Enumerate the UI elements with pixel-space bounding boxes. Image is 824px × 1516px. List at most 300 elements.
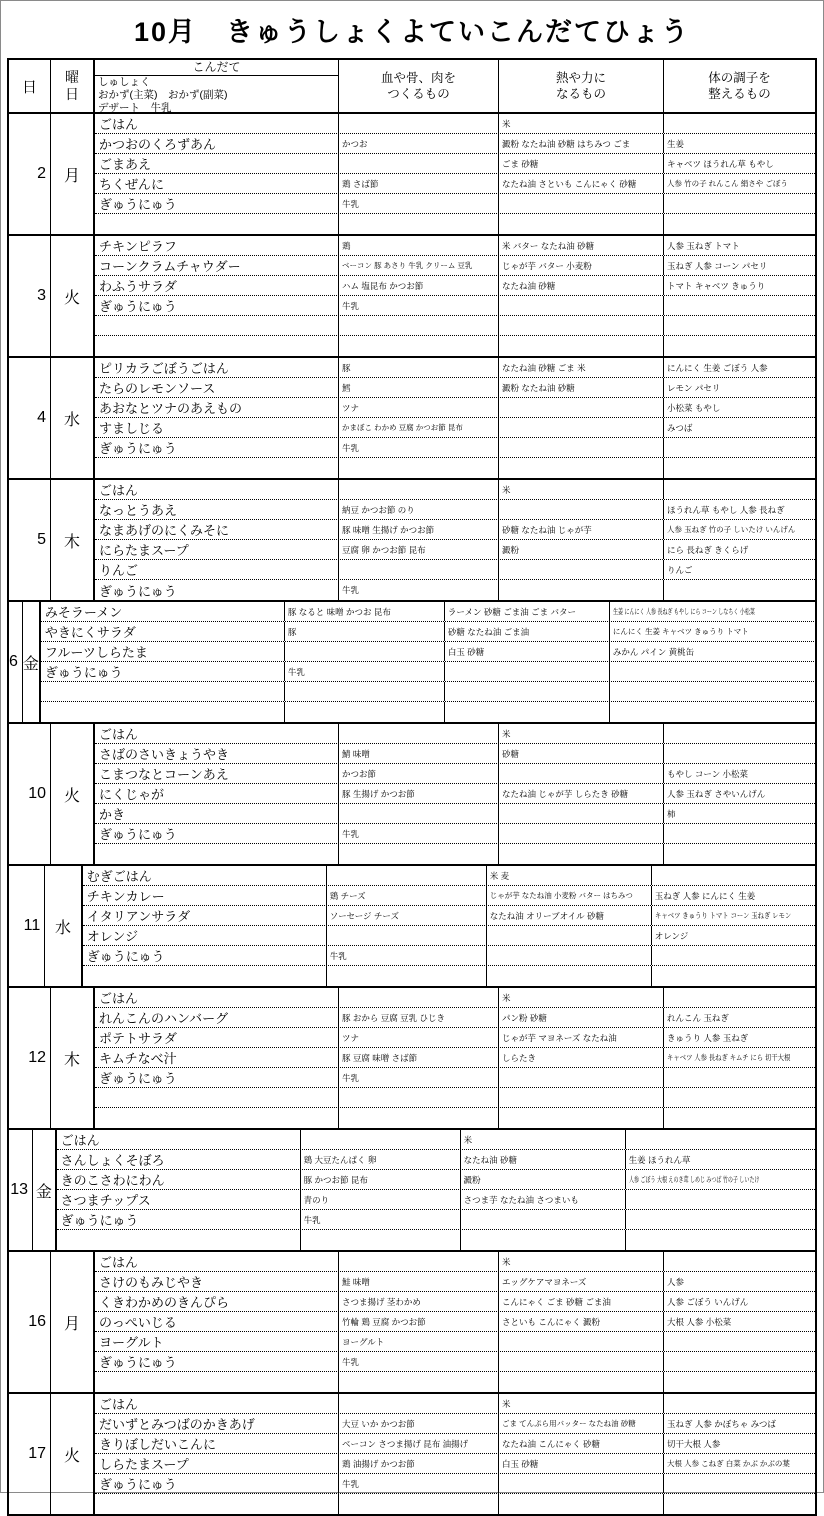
header-regulate: 体の調子を 整えるもの — [708, 71, 771, 101]
regulate-ingredients: 生姜 ほうれん草 — [628, 1154, 691, 1165]
regulate-ingredients — [664, 296, 815, 315]
protein-ingredients: 牛乳 — [327, 946, 487, 965]
regulate-ingredients: 玉ねぎ 人参 かぼちゃ みつば — [667, 1418, 776, 1429]
dish-name: さんしょくそぼろ — [57, 1150, 301, 1169]
energy-ingredients: 澱粉 — [499, 540, 664, 559]
day-block — [9, 602, 815, 724]
regulate-ingredients: 人参 竹の子 れんこん 絹さや ごぼう — [667, 179, 788, 188]
protein-ingredients: 納豆 かつお節 のり — [339, 500, 499, 519]
dish-name: りんご — [95, 560, 339, 579]
protein-ingredients: 牛乳 — [339, 1352, 499, 1371]
regulate-ingredients — [652, 946, 815, 965]
energy-ingredients: 米 — [499, 724, 664, 743]
menu-row — [95, 114, 815, 134]
regulate-ingredients — [664, 480, 815, 499]
dish-name: ちくぜんに — [95, 174, 339, 193]
dish-name — [57, 1230, 301, 1250]
menu-row — [95, 194, 815, 214]
energy-ingredients: 砂糖 なたね油 じゃが芋 — [499, 520, 664, 539]
protein-ingredients — [339, 724, 499, 743]
dish-name: ぎゅうにゅう — [57, 1210, 301, 1229]
weekday: 火 — [51, 1394, 95, 1514]
weekday: 金 — [23, 602, 41, 722]
menu-row — [41, 702, 816, 722]
energy-ingredients: ごま てんぷら用バッター なたね油 砂糖 — [499, 1414, 664, 1433]
regulate-ingredients: 人参 玉ねぎ さやいんげん — [667, 788, 766, 799]
protein-ingredients — [339, 844, 499, 864]
protein-ingredients — [301, 1130, 461, 1149]
regulate-ingredients — [652, 966, 815, 986]
energy-ingredients: 米 — [461, 1130, 626, 1149]
energy-ingredients: 米 — [499, 1394, 664, 1413]
menu-row — [57, 1230, 815, 1250]
dish-name — [83, 966, 327, 986]
dish-name — [95, 844, 339, 864]
regulate-ingredients — [664, 214, 815, 234]
protein-ingredients — [339, 560, 499, 579]
protein-ingredients — [339, 988, 499, 1007]
regulate-ingredients: 人参 — [667, 1276, 685, 1287]
energy-ingredients — [499, 438, 664, 457]
protein-ingredients — [339, 1088, 499, 1107]
energy-ingredients: なたね油 砂糖 ごま 米 — [499, 358, 664, 377]
regulate-ingredients — [664, 336, 815, 356]
regulate-ingredients — [626, 1130, 815, 1149]
dish-name: さつまチップス — [57, 1190, 301, 1209]
energy-ingredients — [499, 398, 664, 417]
protein-ingredients: 鶏 油揚げ かつお節 — [339, 1454, 499, 1473]
regulate-ingredients — [626, 1210, 815, 1229]
dish-name: ぎゅうにゅう — [95, 1068, 339, 1087]
regulate-ingredients — [664, 1332, 815, 1351]
menu-row — [95, 1292, 815, 1312]
dish-name — [95, 214, 339, 234]
protein-ingredients: 竹輪 鶏 豆腐 かつお節 — [339, 1312, 499, 1331]
dish-name: きりぼしだいこんに — [95, 1434, 339, 1453]
day-number: 3 — [9, 236, 51, 356]
header-day: 日 — [9, 60, 51, 112]
regulate-ingredients — [664, 988, 815, 1007]
day-number: 11 — [9, 866, 45, 986]
menu-row — [95, 744, 815, 764]
energy-ingredients: エッグケアマヨネーズ — [499, 1272, 664, 1291]
dish-name: ごまあえ — [95, 154, 339, 173]
protein-ingredients — [339, 1372, 499, 1392]
menu-row — [95, 1028, 815, 1048]
regulate-ingredients — [664, 1068, 815, 1087]
energy-ingredients — [445, 662, 610, 681]
regulate-ingredients: 人参 玉ねぎ トマト — [667, 240, 740, 251]
protein-ingredients: 牛乳 — [339, 1474, 499, 1493]
energy-ingredients: さつま芋 なたね油 さつまいも — [461, 1190, 626, 1209]
dish-name — [41, 682, 285, 701]
regulate-ingredients — [664, 1372, 815, 1392]
dish-name: ピリカラごぼうごはん — [95, 358, 339, 377]
energy-ingredients: 米 — [499, 988, 664, 1007]
menu-rows — [95, 1252, 815, 1392]
regulate-ingredients — [664, 458, 815, 478]
dish-name: なまあげのにくみそに — [95, 520, 339, 539]
dish-name: コーンクラムチャウダー — [95, 256, 339, 275]
protein-ingredients — [285, 682, 445, 701]
regulate-ingredients — [664, 844, 815, 864]
energy-ingredients: なたね油 砂糖 — [499, 276, 664, 295]
weekday: 木 — [51, 988, 95, 1128]
protein-ingredients — [285, 642, 445, 661]
energy-ingredients — [499, 418, 664, 437]
regulate-ingredients: 玉ねぎ 人参 コーン パセリ — [667, 260, 768, 271]
menu-row — [95, 1108, 815, 1128]
menu-row — [95, 276, 815, 296]
menu-rows — [41, 602, 816, 722]
energy-ingredients — [461, 1230, 626, 1250]
menu-rows — [57, 1130, 815, 1250]
dish-name — [95, 1108, 339, 1128]
dish-name — [95, 336, 339, 356]
regulate-ingredients — [664, 580, 815, 600]
menu-row — [95, 480, 815, 500]
weekday: 水 — [45, 866, 82, 986]
protein-ingredients: 牛乳 — [339, 580, 499, 600]
energy-ingredients — [499, 1352, 664, 1371]
day-block — [9, 358, 815, 480]
protein-ingredients: 豚 — [339, 358, 499, 377]
protein-ingredients: 豚 — [285, 622, 445, 641]
regulate-ingredients: もやし コーン 小松菜 — [667, 768, 749, 779]
menu-row — [95, 784, 815, 804]
energy-ingredients: 米 — [499, 114, 664, 133]
energy-ingredients: なたね油 じゃが芋 しらたき 砂糖 — [499, 784, 664, 803]
protein-ingredients — [339, 316, 499, 335]
regulate-ingredients — [626, 1230, 815, 1250]
menu-row — [95, 1414, 815, 1434]
menu-row — [95, 580, 815, 600]
menu-row — [83, 946, 815, 966]
protein-ingredients — [339, 336, 499, 356]
dish-name: むぎごはん — [83, 866, 327, 885]
energy-ingredients — [499, 1088, 664, 1107]
dish-name: ぎゅうにゅう — [95, 824, 339, 843]
header-menu-sub-staple: しゅしょく — [98, 76, 151, 88]
regulate-ingredients: 柿 — [667, 808, 676, 819]
dish-name: ごはん — [95, 480, 339, 499]
menu-rows — [95, 236, 815, 356]
protein-ingredients: 鱈 — [339, 378, 499, 397]
menu-row — [41, 642, 816, 662]
protein-ingredients: 豚 味噌 生揚げ かつお節 — [339, 520, 499, 539]
dish-name: れんこんのハンバーグ — [95, 1008, 339, 1027]
regulate-ingredients — [664, 1494, 815, 1514]
protein-ingredients — [339, 214, 499, 234]
energy-ingredients: 澱粉 なたね油 砂糖 — [499, 378, 664, 397]
menu-row — [57, 1210, 815, 1230]
dish-name — [95, 1088, 339, 1107]
energy-ingredients — [499, 1494, 664, 1514]
protein-ingredients — [339, 1394, 499, 1413]
menu-row — [95, 134, 815, 154]
energy-ingredients — [499, 214, 664, 234]
dish-name: ぎゅうにゅう — [41, 662, 285, 681]
regulate-ingredients — [664, 1252, 815, 1271]
dish-name: ごはん — [57, 1130, 301, 1149]
energy-ingredients: 白玉 砂糖 — [499, 1454, 664, 1473]
menu-row — [95, 1068, 815, 1088]
day-block — [9, 866, 815, 988]
dish-name: みそラーメン — [41, 602, 285, 621]
day-number: 10 — [9, 724, 51, 864]
energy-ingredients — [499, 844, 664, 864]
day-block — [9, 1394, 815, 1514]
protein-ingredients: 豚 豆腐 味噌 さば節 — [339, 1048, 499, 1067]
energy-ingredients: 澱粉 なたね油 砂糖 はちみつ ごま — [499, 134, 664, 153]
energy-ingredients — [499, 336, 664, 356]
menu-rows — [95, 358, 815, 478]
regulate-ingredients — [610, 682, 816, 701]
regulate-ingredients: れんこん 玉ねぎ — [667, 1012, 729, 1023]
menu-row — [95, 1272, 815, 1292]
regulate-ingredients: オレンジ — [654, 930, 689, 941]
energy-ingredients — [499, 1372, 664, 1392]
energy-ingredients: パン粉 砂糖 — [499, 1008, 664, 1027]
header-energy: 熱や力に なるもの — [499, 60, 664, 112]
menu-row — [83, 966, 815, 986]
protein-ingredients: かつお — [339, 134, 499, 153]
regulate-ingredients — [664, 1394, 815, 1413]
energy-ingredients: じゃが芋 バター 小麦粉 — [499, 256, 664, 275]
regulate-ingredients — [664, 1474, 815, 1493]
regulate-ingredients: ほうれん草 もやし 人参 長ねぎ — [667, 504, 785, 515]
regulate-ingredients — [664, 1352, 815, 1371]
header-menu-title: こんだて — [95, 60, 338, 76]
page-title: 10月 きゅうしょくよていこんだてひょう — [133, 17, 691, 47]
protein-ingredients — [301, 1230, 461, 1250]
energy-ingredients: なたね油 オリーブオイル 砂糖 — [487, 906, 652, 925]
protein-ingredients: ベーコン 豚 あさり 牛乳 クリーム 豆乳 — [339, 256, 499, 275]
regulate-ingredients — [664, 114, 815, 133]
dish-name: ポテトサラダ — [95, 1028, 339, 1047]
energy-ingredients: 米 — [499, 1252, 664, 1271]
protein-ingredients: ツナ — [339, 398, 499, 417]
regulate-ingredients: レモン パセリ — [667, 382, 721, 393]
energy-ingredients — [487, 946, 652, 965]
dish-name: ごはん — [95, 724, 339, 743]
energy-ingredients: ラーメン 砂糖 ごま油 ごま バター — [445, 602, 610, 621]
protein-ingredients — [339, 154, 499, 173]
weekday: 月 — [51, 1252, 95, 1392]
menu-row — [95, 724, 815, 744]
energy-ingredients — [499, 458, 664, 478]
protein-ingredients: 鯖 味噌 — [339, 744, 499, 763]
dish-name: かつおのくろずあん — [95, 134, 339, 153]
energy-ingredients — [487, 926, 652, 945]
menu-row — [83, 926, 815, 946]
menu-row — [57, 1130, 815, 1150]
day-number: 17 — [9, 1394, 51, 1514]
menu-row — [95, 256, 815, 276]
day-number: 4 — [9, 358, 51, 478]
menu-row — [41, 662, 816, 682]
menu-row — [95, 458, 815, 478]
regulate-ingredients: にんにく 生姜 キャベツ きゅうり トマト — [612, 627, 749, 636]
regulate-ingredients: 大根 人参 こねぎ 白菜 かぶ かぶの葉 — [667, 1459, 790, 1468]
menu-row — [41, 602, 816, 622]
energy-ingredients: なたね油 砂糖 — [461, 1150, 626, 1169]
energy-ingredients — [445, 682, 610, 701]
energy-ingredients: じゃが芋 マヨネーズ なたね油 — [499, 1028, 664, 1047]
dish-name: ぎゅうにゅう — [95, 580, 339, 600]
dish-name: ごはん — [95, 1394, 339, 1413]
day-block — [9, 1130, 815, 1252]
menu-row — [95, 764, 815, 784]
protein-ingredients: さつま揚げ 茎わかめ — [339, 1292, 499, 1311]
protein-ingredients: 豚 おから 豆腐 豆乳 ひじき — [339, 1008, 499, 1027]
dish-name: ごはん — [95, 1252, 339, 1271]
menu-row — [95, 540, 815, 560]
regulate-ingredients — [664, 724, 815, 743]
energy-ingredients: こんにゃく ごま 砂糖 ごま油 — [499, 1292, 664, 1311]
regulate-ingredients — [664, 824, 815, 843]
protein-ingredients: 豚 かつお節 昆布 — [301, 1170, 461, 1189]
regulate-ingredients — [626, 1190, 815, 1209]
regulate-ingredients: にんにく 生姜 ごぼう 人参 — [667, 362, 768, 373]
menu-row — [95, 1494, 815, 1514]
dish-name — [95, 1494, 339, 1514]
dish-name — [41, 702, 285, 722]
header-menu — [95, 60, 339, 112]
protein-ingredients — [327, 926, 487, 945]
day-blocks — [9, 114, 815, 1514]
dish-name: ぎゅうにゅう — [95, 296, 339, 315]
protein-ingredients: 牛乳 — [339, 824, 499, 843]
protein-ingredients: 豆腐 卵 かつお節 昆布 — [339, 540, 499, 559]
dish-name: イタリアンサラダ — [83, 906, 327, 925]
regulate-ingredients: キャベツ ほうれん草 もやし — [667, 158, 774, 169]
day-block — [9, 236, 815, 358]
regulate-ingredients: 小松菜 もやし — [667, 402, 721, 413]
weekday: 木 — [51, 480, 95, 600]
regulate-ingredients: キャベツ 人参 長ねぎ キムチ にら 切干大根 — [667, 1053, 791, 1062]
menu-row — [95, 560, 815, 580]
regulate-ingredients: 人参 ごぼう 大根 えのき茸 しめじ みつば 竹の子 しいたけ — [628, 1174, 760, 1184]
menu-row — [95, 316, 815, 336]
protein-ingredients: 鶏 — [339, 236, 499, 255]
dish-name: きのこさわにわん — [57, 1170, 301, 1189]
day-number: 13 — [9, 1130, 33, 1250]
day-number: 6 — [9, 602, 23, 722]
protein-ingredients — [327, 966, 487, 986]
energy-ingredients: 砂糖 なたね油 ごま油 — [445, 622, 610, 641]
protein-ingredients: かつお節 — [339, 764, 499, 783]
regulate-ingredients — [664, 744, 815, 763]
dish-name: フルーツしらたま — [41, 642, 285, 661]
menu-row — [95, 1372, 815, 1392]
energy-ingredients: 米 バター なたね油 砂糖 — [499, 236, 664, 255]
energy-ingredients — [499, 580, 664, 600]
energy-ingredients — [499, 1332, 664, 1351]
menu-table — [7, 58, 817, 1516]
regulate-ingredients: キャベツ きゅうり トマト コーン 玉ねぎ レモン — [654, 911, 791, 920]
protein-ingredients: ツナ — [339, 1028, 499, 1047]
energy-ingredients — [499, 1108, 664, 1128]
regulate-ingredients: トマト キャベツ きゅうり — [667, 280, 766, 291]
day-number: 2 — [9, 114, 51, 234]
energy-ingredients — [499, 1474, 664, 1493]
dish-name — [95, 458, 339, 478]
menu-row — [95, 214, 815, 234]
energy-ingredients — [499, 824, 664, 843]
header-protein: 血や骨、肉を つくるもの — [339, 60, 499, 112]
menu-row — [95, 1434, 815, 1454]
menu-row — [57, 1190, 815, 1210]
dish-name: あおなとツナのあえもの — [95, 398, 339, 417]
regulate-ingredients — [652, 866, 815, 885]
menu-row — [95, 824, 815, 844]
dish-name: ぎゅうにゅう — [95, 1474, 339, 1493]
energy-ingredients — [499, 316, 664, 335]
energy-ingredients: 米 — [499, 480, 664, 499]
protein-ingredients: ヨーグルト — [339, 1332, 499, 1351]
day-block — [9, 724, 815, 866]
energy-ingredients — [499, 194, 664, 213]
energy-ingredients: しらたき — [499, 1048, 664, 1067]
regulate-ingredients: 生姜 にんにく 人参 長ねぎ もやし にら コーン しなちく 小松菜 — [612, 606, 755, 616]
regulate-ingredients: 人参 玉ねぎ 竹の子 しいたけ いんげん — [667, 525, 796, 534]
menu-row — [95, 844, 815, 864]
protein-ingredients: 豚 なると 味噌 かつお 昆布 — [285, 602, 445, 621]
energy-ingredients — [499, 560, 664, 579]
protein-ingredients — [285, 702, 445, 722]
day-number: 12 — [9, 988, 51, 1128]
regulate-ingredients: 生姜 — [667, 138, 685, 149]
dish-name: たらのレモンソース — [95, 378, 339, 397]
protein-ingredients: 大豆 いか かつお節 — [339, 1414, 499, 1433]
menu-rows — [95, 1394, 815, 1514]
dish-name: キムチなべ汁 — [95, 1048, 339, 1067]
dish-name: ヨーグルト — [95, 1332, 339, 1351]
regulate-ingredients — [664, 438, 815, 457]
weekday: 火 — [51, 236, 95, 356]
menu-row — [95, 418, 815, 438]
protein-ingredients — [339, 1252, 499, 1271]
protein-ingredients — [339, 480, 499, 499]
menu-row — [95, 1252, 815, 1272]
menu-row — [83, 886, 815, 906]
protein-ingredients — [339, 114, 499, 133]
dish-name: にらたまスープ — [95, 540, 339, 559]
energy-ingredients — [445, 702, 610, 722]
energy-ingredients — [461, 1210, 626, 1229]
energy-ingredients: 澱粉 — [461, 1170, 626, 1189]
day-block — [9, 988, 815, 1130]
dish-name: ごはん — [95, 114, 339, 133]
energy-ingredients — [499, 764, 664, 783]
protein-ingredients: 牛乳 — [339, 194, 499, 213]
energy-ingredients — [499, 500, 664, 519]
menu-row — [95, 1352, 815, 1372]
energy-ingredients — [499, 1068, 664, 1087]
menu-row — [83, 906, 815, 926]
regulate-ingredients — [664, 1088, 815, 1107]
menu-row — [95, 398, 815, 418]
protein-ingredients: 牛乳 — [285, 662, 445, 681]
dish-name: ごはん — [95, 988, 339, 1007]
menu-row — [95, 174, 815, 194]
protein-ingredients: ソーセージ チーズ — [327, 906, 487, 925]
energy-ingredients — [487, 966, 652, 986]
dish-name: さけのもみじやき — [95, 1272, 339, 1291]
dish-name: だいずとみつばのかきあげ — [95, 1414, 339, 1433]
protein-ingredients: 牛乳 — [339, 438, 499, 457]
